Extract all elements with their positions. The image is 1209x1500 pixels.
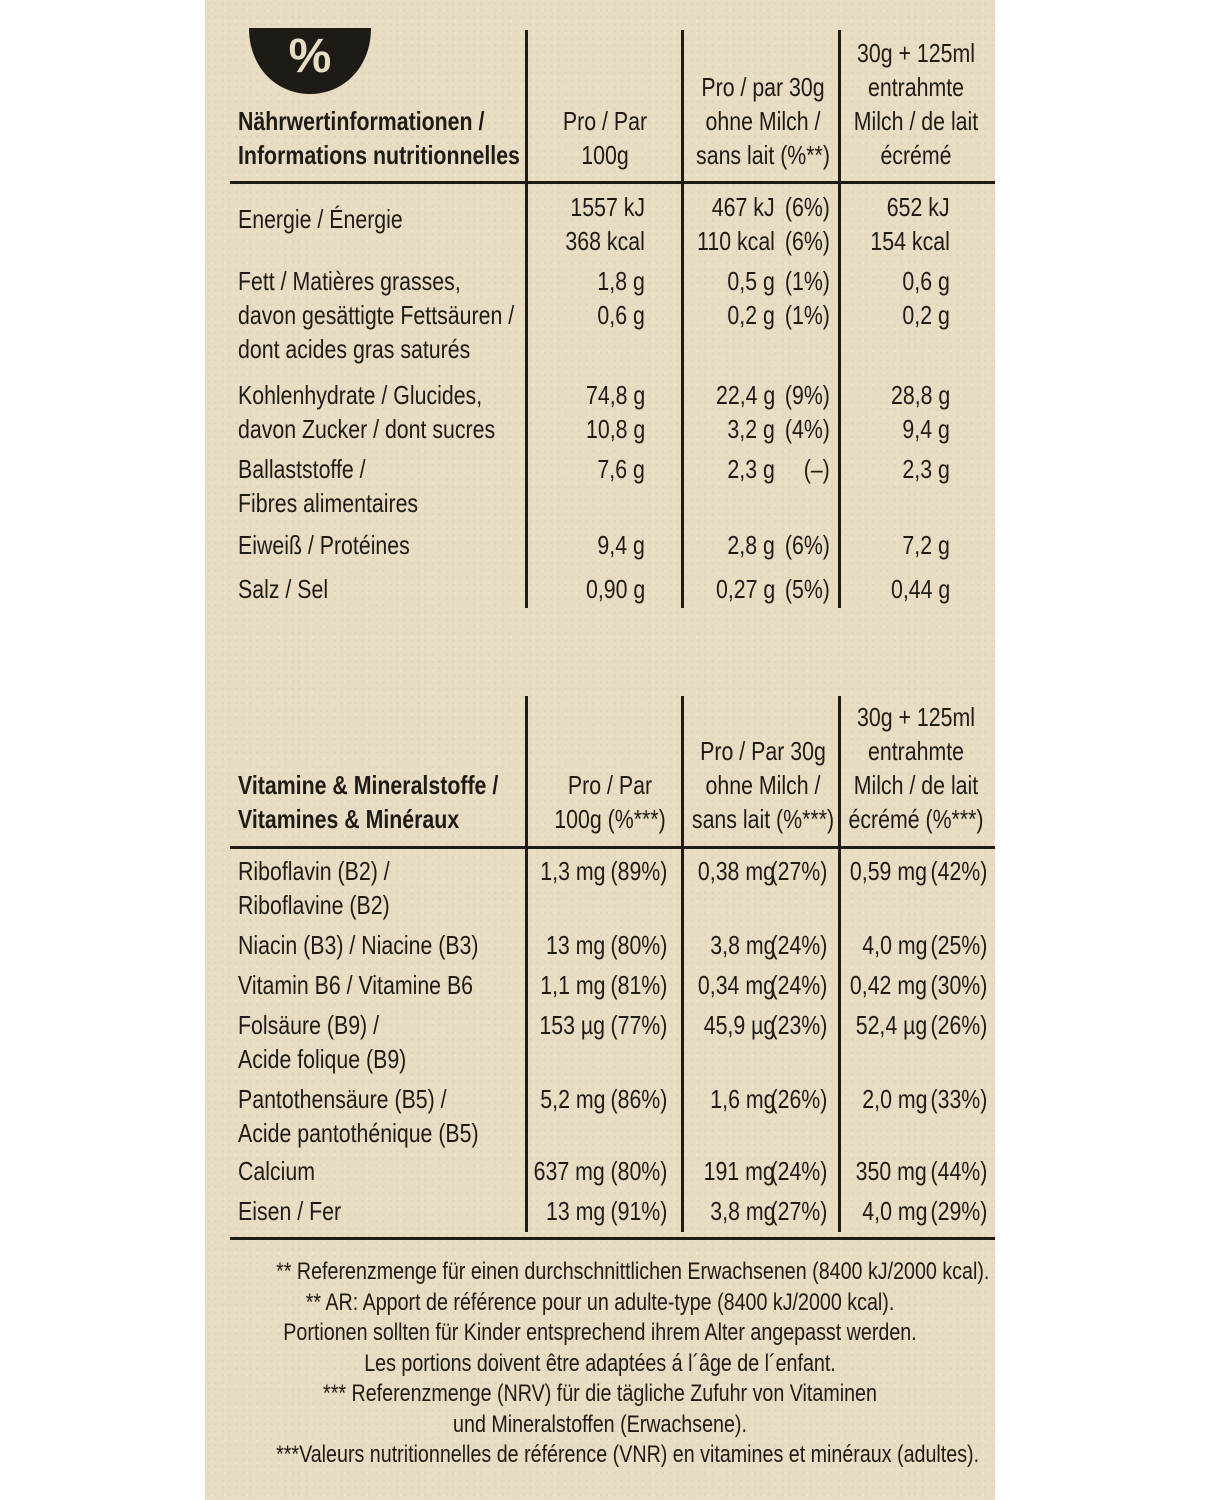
value-with-milk: 28,8 g xyxy=(890,380,950,410)
percent-ar: (5%) xyxy=(784,574,830,604)
row-label: Kohlenhydrate / Glucides, xyxy=(238,380,483,410)
value-with-milk: 0,6 g xyxy=(902,266,950,296)
percent-nrv: (24%) xyxy=(770,1156,827,1186)
column-divider-3 xyxy=(838,30,841,608)
percent-nrv: (80%) xyxy=(610,930,667,960)
value-per-100g: 13 mg xyxy=(545,930,605,960)
value-per-30g: 191 mg xyxy=(703,1156,775,1186)
value-with-milk: 0,44 g xyxy=(890,574,950,604)
footnote-line: ** Referenzmenge für einen durchschnittlichen Erwachsenen (8400 kJ/2000 kcal). xyxy=(276,1258,990,1285)
row-label: Vitamin B6 / Vitamine B6 xyxy=(238,970,474,1000)
column-divider-1 xyxy=(525,30,528,608)
row-label: Niacin (B3) / Niacine (B3) xyxy=(238,930,479,960)
row-label: dont acides gras saturés xyxy=(238,334,471,364)
row-label: Acide pantothénique (B5) xyxy=(238,1118,479,1148)
percent-nrv: (26%) xyxy=(770,1084,827,1114)
value-per-30g: 0,27 g xyxy=(715,574,775,604)
row-label: Ballaststoffe / xyxy=(238,454,366,484)
header-label: Vitamine & Mineralstoffe / xyxy=(238,770,499,800)
percent-nrv: (89%) xyxy=(610,856,667,886)
value-per-100g: 153 µg xyxy=(539,1010,605,1040)
value-per-100g: 9,4 g xyxy=(597,530,645,560)
header-per-30g: ohne Milch / xyxy=(705,770,821,800)
header-with-milk: entrahmte xyxy=(867,72,964,102)
value-per-100g: 1,3 mg xyxy=(539,856,605,886)
header-with-milk: Milch / de lait xyxy=(853,770,979,800)
value-per-100g: 637 mg xyxy=(533,1156,605,1186)
value-per-100g: 1,1 mg xyxy=(539,970,605,1000)
footnote-line: Les portions doivent être adaptées á l´âge de l´enfant. xyxy=(364,1349,836,1377)
header-per-30g: ohne Milch / xyxy=(705,106,821,136)
footnote-line: Portionen sollten für Kinder entsprechend ihrem Alter angepasst werden. xyxy=(283,1319,917,1346)
value-per-30g: 3,8 mg xyxy=(709,930,775,960)
header-label: Nährwertinformationen / xyxy=(238,106,485,136)
percent-nrv: (27%) xyxy=(770,856,827,886)
value-per-30g: 22,4 g xyxy=(715,380,775,410)
row-label: Eiweiß / Protéines xyxy=(238,530,410,560)
value-per-100g: 10,8 g xyxy=(585,414,645,444)
percent-glyph: % xyxy=(288,30,332,83)
value-per-100g: 13 mg xyxy=(545,1196,605,1226)
percent-nrv: (86%) xyxy=(610,1084,667,1114)
value-with-milk: 4,0 mg xyxy=(861,930,927,960)
percent-nrv: (23%) xyxy=(770,1010,827,1040)
value-per-100g: 0,90 g xyxy=(585,574,645,604)
header-per-30g: sans lait (%***) xyxy=(691,804,835,834)
value-per-30g: 3,8 mg xyxy=(709,1196,775,1226)
header-divider xyxy=(230,846,995,849)
percent-nrv: (77%) xyxy=(610,1010,667,1040)
header-with-milk: entrahmte xyxy=(867,736,964,766)
percent-nrv: (24%) xyxy=(770,970,827,1000)
value-with-milk: 154 kcal xyxy=(870,226,950,256)
percent-ar: (6%) xyxy=(784,226,830,256)
percent-ar: (6%) xyxy=(784,192,830,222)
value-per-30g: 0,38 mg xyxy=(697,856,775,886)
value-with-milk: 7,2 g xyxy=(902,530,950,560)
value-with-milk: 2,0 mg xyxy=(861,1084,927,1114)
percent-ar: (–) xyxy=(803,454,830,484)
footnote-line: *** Referenzmenge (NRV) für die tägliche Zufuhr von Vitaminen xyxy=(323,1380,877,1407)
percent-nrv: (44%) xyxy=(930,1156,987,1186)
row-label: Energie / Énergie xyxy=(238,204,403,234)
row-label: davon gesättigte Fettsäuren / xyxy=(238,300,515,330)
value-with-milk: 0,2 g xyxy=(902,300,950,330)
value-with-milk: 9,4 g xyxy=(902,414,950,444)
value-with-milk: 4,0 mg xyxy=(861,1196,927,1226)
percent-bowl-icon xyxy=(247,24,373,96)
percent-ar: (1%) xyxy=(784,300,830,330)
header-per-100g: Pro / Par xyxy=(562,106,648,136)
value-per-30g: 110 kcal xyxy=(697,226,775,256)
footnote-line: und Mineralstoffen (Erwachsene). xyxy=(453,1410,747,1438)
value-per-30g: 3,2 g xyxy=(727,414,775,444)
percent-nrv: (80%) xyxy=(610,1156,667,1186)
header-with-milk: 30g + 125ml xyxy=(857,38,975,68)
footnote-divider xyxy=(230,1237,995,1240)
header-with-milk: 30g + 125ml xyxy=(857,702,975,732)
value-per-100g: 1557 kJ xyxy=(570,192,645,222)
header-per-30g: sans lait (%**) xyxy=(696,140,830,170)
column-divider-3 xyxy=(838,696,841,1232)
percent-nrv: (26%) xyxy=(930,1010,987,1040)
row-label: Pantothensäure (B5) / xyxy=(238,1084,447,1114)
value-per-30g: 45,9 µg xyxy=(703,1010,775,1040)
column-divider-1 xyxy=(525,696,528,1232)
row-label: Fibres alimentaires xyxy=(238,488,419,518)
header-label: Vitamines & Minéraux xyxy=(238,804,460,834)
header-divider xyxy=(230,181,995,184)
percent-ar: (6%) xyxy=(784,530,830,560)
header-label: Informations nutritionnelles xyxy=(238,140,520,170)
value-per-100g: 5,2 mg xyxy=(539,1084,605,1114)
value-per-30g: 2,8 g xyxy=(727,530,775,560)
row-label: Salz / Sel xyxy=(238,574,329,604)
percent-ar: (1%) xyxy=(784,266,830,296)
header-per-30g: Pro / Par 30g xyxy=(700,736,826,766)
percent-nrv: (81%) xyxy=(610,970,667,1000)
value-per-30g: 1,6 mg xyxy=(709,1084,775,1114)
percent-nrv: (27%) xyxy=(770,1196,827,1226)
header-per-100g: 100g (%***) xyxy=(554,804,666,834)
value-with-milk: 0,42 mg xyxy=(849,970,927,1000)
value-per-100g: 1,8 g xyxy=(597,266,645,296)
value-with-milk: 652 kJ xyxy=(887,192,950,222)
row-label: Folsäure (B9) / xyxy=(238,1010,380,1040)
header-per-100g: 100g xyxy=(581,140,629,170)
footnote-line: ***Valeurs nutritionnelles de référence (VNR) en vitamines et minéraux (adultes). xyxy=(276,1441,980,1468)
value-per-100g: 7,6 g xyxy=(597,454,645,484)
percent-ar: (4%) xyxy=(784,414,830,444)
row-label: Riboflavine (B2) xyxy=(238,890,390,920)
percent-ar: (9%) xyxy=(784,380,830,410)
value-with-milk: 350 mg xyxy=(855,1156,927,1186)
value-per-100g: 368 kcal xyxy=(565,226,645,256)
value-per-100g: 0,6 g xyxy=(597,300,645,330)
value-with-milk: 0,59 mg xyxy=(849,856,927,886)
footnote-line: ** AR: Apport de référence pour un adulte-type (8400 kJ/2000 kcal). xyxy=(305,1288,895,1316)
header-per-30g: Pro / par 30g xyxy=(701,72,825,102)
value-per-30g: 0,34 mg xyxy=(697,970,775,1000)
percent-nrv: (25%) xyxy=(930,930,987,960)
value-per-30g: 467 kJ xyxy=(712,192,775,222)
value-per-30g: 0,5 g xyxy=(727,266,775,296)
header-with-milk: écrémé xyxy=(880,140,952,170)
value-per-30g: 2,3 g xyxy=(727,454,775,484)
column-divider-2 xyxy=(681,696,684,1232)
row-label: Calcium xyxy=(238,1156,316,1186)
header-with-milk: Milch / de lait xyxy=(853,106,979,136)
row-label: Fett / Matières grasses, xyxy=(238,266,461,296)
header-with-milk: écrémé (%***) xyxy=(848,804,984,834)
value-with-milk: 52,4 µg xyxy=(855,1010,927,1040)
percent-nrv: (33%) xyxy=(930,1084,987,1114)
percent-nrv: (42%) xyxy=(930,856,987,886)
percent-nrv: (30%) xyxy=(930,970,987,1000)
row-label: Riboflavin (B2) / xyxy=(238,856,390,886)
nutrition-panel xyxy=(205,0,995,1500)
percent-nrv: (24%) xyxy=(770,930,827,960)
value-per-100g: 74,8 g xyxy=(585,380,645,410)
header-per-100g: Pro / Par xyxy=(567,770,653,800)
value-with-milk: 2,3 g xyxy=(902,454,950,484)
percent-nrv: (91%) xyxy=(610,1196,667,1226)
row-label: davon Zucker / dont sucres xyxy=(238,414,496,444)
value-per-30g: 0,2 g xyxy=(727,300,775,330)
percent-nrv: (29%) xyxy=(930,1196,987,1226)
row-label: Acide folique (B9) xyxy=(238,1044,407,1074)
column-divider-2 xyxy=(681,30,684,608)
row-label: Eisen / Fer xyxy=(238,1196,342,1226)
